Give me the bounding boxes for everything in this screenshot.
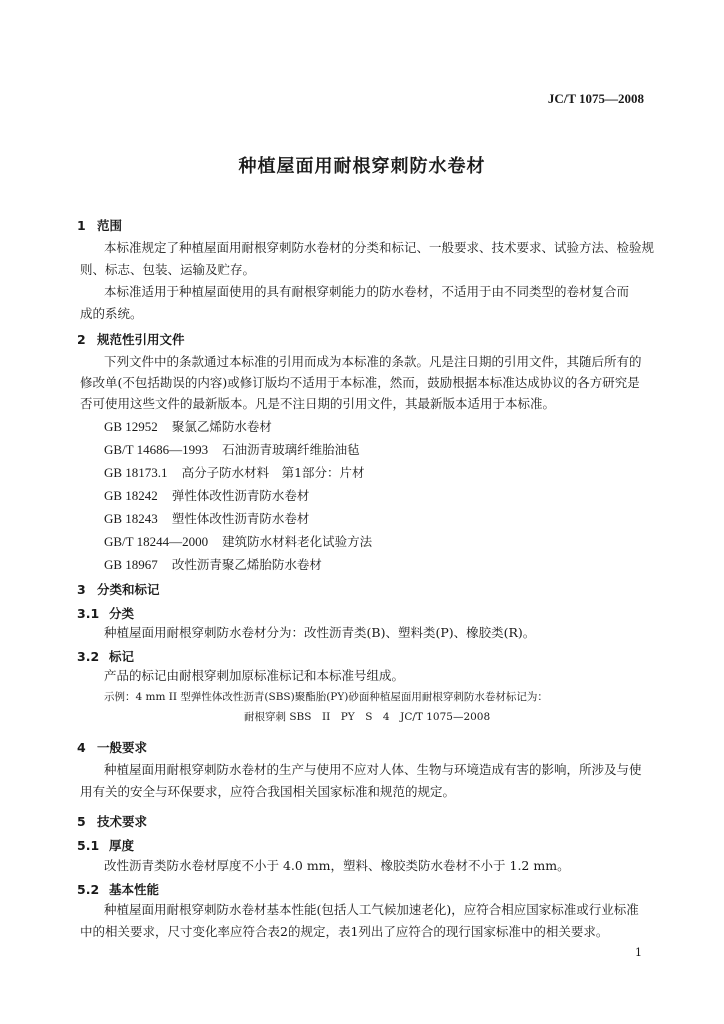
paragraph-line: 改性沥青类防水卷材厚度不小于 4.0 mm，塑料、橡胶类防水卷材不小于 1.2 mm。 xyxy=(104,858,570,873)
subsection-5-1-heading xyxy=(77,836,134,854)
paragraph-line: 成的系统。 xyxy=(80,306,143,321)
subsection-title: 标记 xyxy=(109,649,135,664)
section-number: 3 xyxy=(77,582,86,597)
paragraph-line: 种植屋面用耐根穿刺防水卷材的生产与使用不应对人体、生物与环境造成有害的影响，所涉及与使 xyxy=(104,762,642,777)
reference-name: 建筑防水材料老化试验方法 xyxy=(222,534,373,549)
paragraph-line: 产品的标记由耐根穿刺加原标准标记和本标准号组成。 xyxy=(104,668,405,683)
subsection-number: 5.1 xyxy=(77,838,100,853)
section-1-heading xyxy=(77,216,122,234)
reference-code: GB 12952 xyxy=(104,419,158,434)
reference-item xyxy=(104,555,322,573)
section-number: 2 xyxy=(77,332,86,347)
section-3-heading xyxy=(77,580,160,598)
reference-name: 改性沥青聚乙烯胎防水卷材 xyxy=(171,557,322,572)
paragraph-line: 下列文件中的条款通过本标准的引用而成为本标准的条款。凡是注日期的引用文件，其随后所有的 xyxy=(104,354,642,369)
reference-code: GB/T 14686—1993 xyxy=(104,442,209,457)
reference-item xyxy=(104,440,360,458)
subsection-3-2-heading xyxy=(77,647,134,665)
example-mark: 耐根穿刺 SBS II PY S 4 JC/T 1075—2008 xyxy=(244,711,491,723)
section-5-heading xyxy=(77,812,147,830)
section-number: 5 xyxy=(77,814,86,829)
paragraph-line: 本标准适用于种植屋面使用的具有耐根穿刺能力的防水卷材，不适用于由不同类型的卷材复合而 xyxy=(104,284,630,299)
reference-item xyxy=(104,486,309,504)
page-title: 种植屋面用耐根穿刺防水卷材 xyxy=(238,156,486,177)
reference-name: 弹性体改性沥青防水卷材 xyxy=(171,488,310,503)
section-title: 分类和标记 xyxy=(97,582,160,597)
reference-code: GB/T 18244—2000 xyxy=(104,534,209,549)
reference-item xyxy=(104,509,309,527)
section-title: 技术要求 xyxy=(97,814,148,829)
section-2-heading xyxy=(77,330,185,348)
document-code: JC/T 1075—2008 xyxy=(547,91,644,106)
subsection-title: 基本性能 xyxy=(109,882,160,897)
example-line: 示例：4 mm II 型弹性体改性沥青(SBS)聚酯胎(PY)砂面种植屋面用耐根穿刺防水卷材标记为： xyxy=(104,691,548,703)
paragraph-line: 修改单(不包括勘误的内容)或修订版均不适用于本标准，然而，鼓励根据本标准达成协议的各方研究是 xyxy=(80,375,640,390)
subsection-title: 分类 xyxy=(109,606,135,621)
paragraph-line: 否可使用这些文件的最新版本。凡是不注日期的引用文件，其最新版本适用于本标准。 xyxy=(80,396,556,411)
paragraph-line: 种植屋面用耐根穿刺防水卷材基本性能(包括人工气候加速老化)，应符合相应国家标准或行业标准 xyxy=(104,902,639,917)
reference-code: GB 18243 xyxy=(104,511,158,526)
section-title: 范围 xyxy=(97,218,123,233)
reference-name: 塑性体改性沥青防水卷材 xyxy=(171,511,310,526)
reference-name: 聚氯乙烯防水卷材 xyxy=(171,419,272,434)
section-4-heading xyxy=(77,738,147,756)
section-title: 规范性引用文件 xyxy=(97,332,185,347)
subsection-3-1-heading xyxy=(77,604,134,622)
reference-name: 高分子防水材料 第1部分：片材 xyxy=(181,465,365,480)
paragraph-line: 用有关的安全与环保要求，应符合我国相关国家标准和规范的规定。 xyxy=(80,784,456,799)
subsection-number: 3.1 xyxy=(77,606,100,621)
reference-item xyxy=(104,532,372,550)
subsection-number: 5.2 xyxy=(77,882,100,897)
reference-item xyxy=(104,463,365,481)
reference-code: GB 18173.1 xyxy=(104,465,168,480)
subsection-number: 3.2 xyxy=(77,649,100,664)
section-title: 一般要求 xyxy=(97,740,148,755)
page-number: 1 xyxy=(635,946,642,959)
paragraph-line: 中的相关要求，尺寸变化率应符合表2的规定，表1列出了应符合的现行国家标准中的相关要求。 xyxy=(80,924,609,939)
section-number: 1 xyxy=(77,218,86,233)
subsection-5-2-heading xyxy=(77,880,159,898)
reference-item xyxy=(104,417,272,435)
paragraph-line: 本标准规定了种植屋面用耐根穿刺防水卷材的分类和标记、一般要求、技术要求、试验方法、检验规 xyxy=(104,240,655,255)
paragraph-line: 种植屋面用耐根穿刺防水卷材分为：改性沥青类(B)、塑料类(P)、橡胶类(R)。 xyxy=(104,625,536,640)
reference-code: GB 18967 xyxy=(104,557,158,572)
reference-code: GB 18242 xyxy=(104,488,158,503)
subsection-title: 厚度 xyxy=(109,838,135,853)
reference-name: 石油沥青玻璃纤维胎油毡 xyxy=(222,442,360,457)
section-number: 4 xyxy=(77,740,86,755)
paragraph-line: 则、标志、包装、运输及贮存。 xyxy=(80,262,256,277)
